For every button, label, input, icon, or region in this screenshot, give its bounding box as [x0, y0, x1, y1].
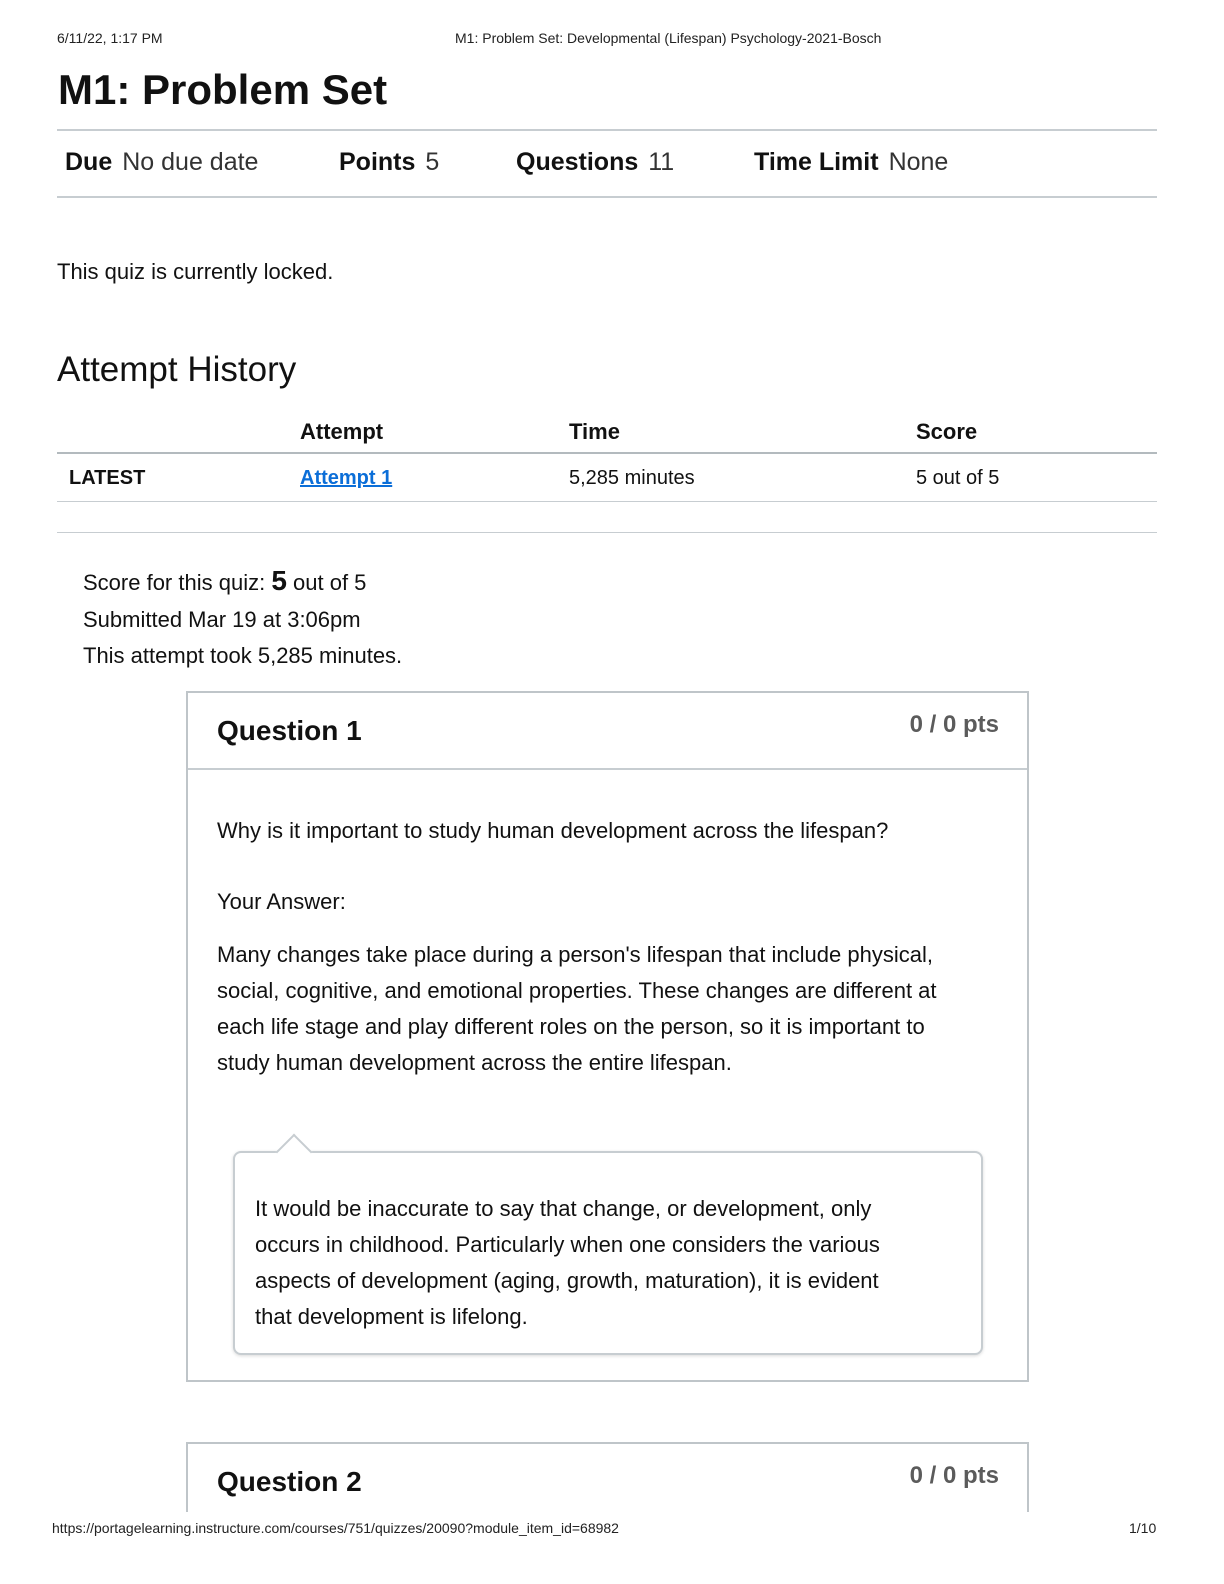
comment-pointer — [276, 1134, 313, 1171]
comment-text — [255, 1191, 965, 1335]
due-value: No due date — [122, 148, 259, 176]
column-header-score: Score — [916, 419, 978, 444]
column-header-attempt: Attempt — [300, 419, 384, 444]
question-title: Question 2 — [217, 1466, 362, 1497]
question-header — [188, 693, 1027, 770]
answer-line: Many changes take place during a person's lifespan that include physical, — [217, 942, 933, 967]
score-value: 5 — [271, 565, 287, 596]
points-label: Points — [339, 148, 416, 176]
feedback-comment — [233, 1151, 983, 1355]
meta-time-limit — [754, 148, 948, 177]
comment-line: It would be inaccurate to say that change, or development, only — [255, 1196, 872, 1221]
due-label: Due — [65, 148, 113, 176]
comment-line: occurs in childhood. Particularly when one considers the various — [255, 1232, 880, 1257]
divider — [57, 129, 1157, 131]
points-value: 5 — [425, 148, 440, 176]
questions-label: Questions — [516, 148, 639, 176]
your-answer-label: Your Answer: — [217, 889, 346, 914]
column-header-time: Time — [569, 419, 620, 444]
page-title: M1: Problem Set — [58, 66, 388, 113]
quiz-score — [83, 565, 366, 597]
meta-points — [339, 148, 439, 177]
time-limit-label: Time Limit — [754, 148, 879, 176]
divider — [57, 532, 1157, 533]
meta-due — [65, 148, 258, 177]
comment-line: aspects of development (aging, growth, maturation), it is evident — [255, 1268, 879, 1293]
question-points: 0 / 0 pts — [909, 1462, 999, 1489]
meta-questions — [516, 148, 674, 177]
attempt-duration: This attempt took 5,285 minutes. — [83, 643, 403, 668]
answer-line: social, cognitive, and emotional properties. These changes are different at — [217, 978, 937, 1003]
attempt-history-title: Attempt History — [57, 350, 297, 389]
comment-line: that development is lifelong. — [255, 1304, 528, 1329]
latest-badge: LATEST — [69, 467, 146, 489]
attempt-time: 5,285 minutes — [569, 467, 695, 489]
score-prefix: Score for this quiz: — [83, 570, 266, 595]
question-header — [188, 1444, 1027, 1519]
question-prompt: Why is it important to study human development across the lifespan? — [217, 818, 889, 843]
question-card — [186, 1442, 1029, 1512]
submitted-time: Submitted Mar 19 at 3:06pm — [83, 607, 361, 632]
table-row-divider — [57, 501, 1157, 502]
attempt-1-link[interactable]: Attempt 1 — [300, 467, 393, 489]
table-row — [57, 454, 1157, 501]
answer-line: each life stage and play different roles on the person, so it is important to — [217, 1014, 925, 1039]
time-limit-value: None — [888, 148, 949, 176]
divider — [57, 196, 1157, 198]
question-title: Question 1 — [217, 715, 362, 746]
answer-line: study human development across the entire lifespan. — [217, 1050, 732, 1075]
print-footer-page: 1/10 — [1129, 1520, 1157, 1536]
print-footer-url: https://portagelearning.instructure.com/courses/751/quizzes/20090?module_item_id=68982 — [52, 1520, 619, 1536]
questions-value: 11 — [648, 148, 675, 176]
question-card — [186, 691, 1029, 1382]
attempt-score: 5 out of 5 — [916, 467, 1000, 489]
question-points: 0 / 0 pts — [909, 711, 999, 738]
print-header-title: M1: Problem Set: Developmental (Lifespan) Psychology-2021-Bosch — [455, 30, 882, 46]
locked-message: This quiz is currently locked. — [57, 259, 334, 284]
print-header-datetime: 6/11/22, 1:17 PM — [57, 30, 163, 46]
answer-text — [217, 937, 1007, 1081]
score-suffix: out of 5 — [293, 570, 367, 595]
